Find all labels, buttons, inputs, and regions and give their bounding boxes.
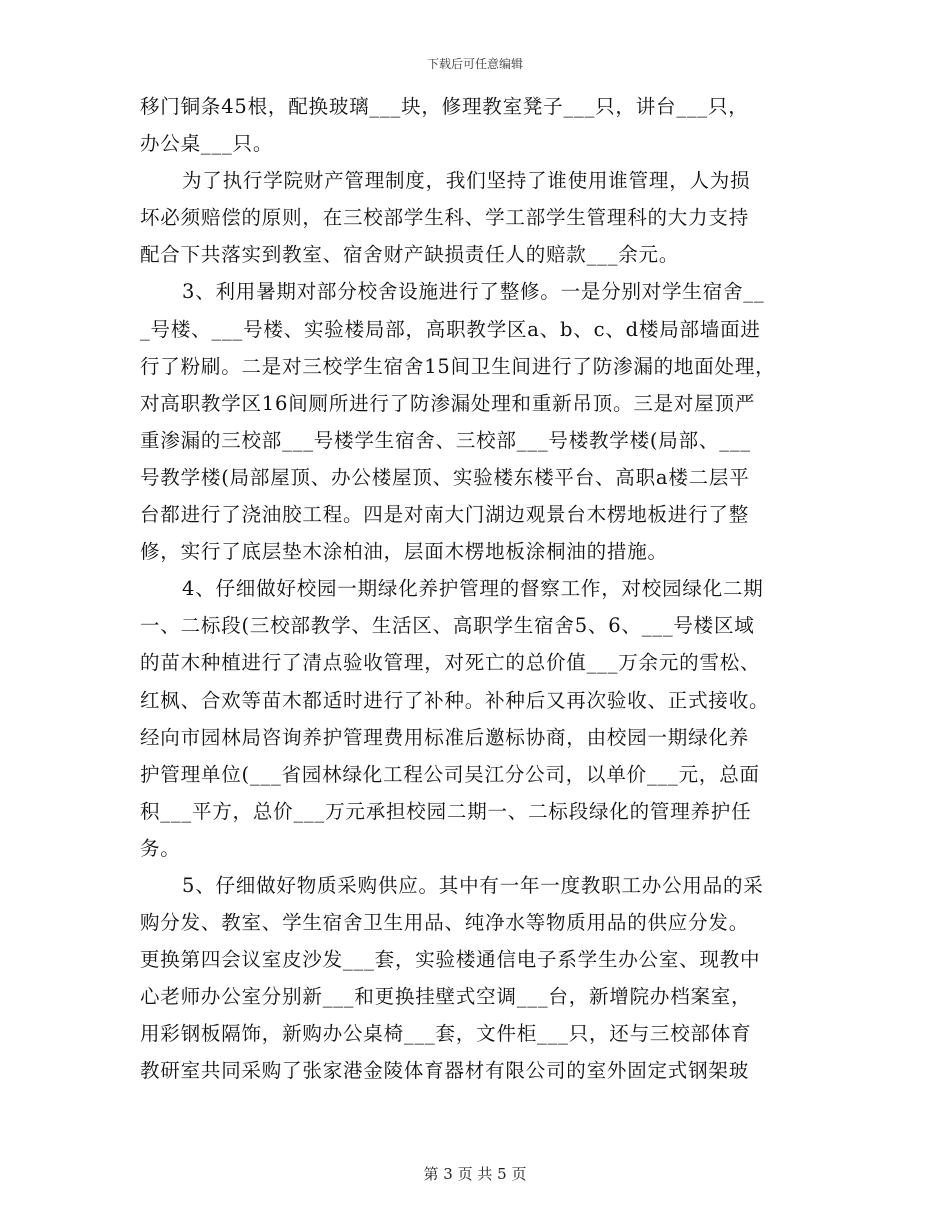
- paragraph-start-line: 为了执行学院财产管理制度，我们坚持了谁使用谁管理，人为损: [182, 169, 751, 193]
- text-line: 购分发、教室、学生宿舍卫生用品、纯净水等物质用品的供应分发。: [140, 911, 750, 935]
- text-line: 坏必须赔偿的原则，在三校部学生科、学工部学生管理科的大力支持: [140, 206, 750, 230]
- text-line: 用彩钢板隔饰，新购办公桌椅___套，文件柜___只，还与三校部体育: [140, 1022, 752, 1046]
- text-line: 一、二标段(三校部教学、生活区、高职学生宿舍5、6、___号楼区域: [140, 614, 755, 638]
- text-line: 护管理单位(___省园林绿化工程公司吴江分公司，以单价___元，总面: [140, 762, 760, 786]
- text-line: 修，实行了底层垫木涂柏油，层面木楞地板涂桐油的措施。: [140, 540, 668, 564]
- text-line: 红枫、合欢等苗木都适时进行了补种。补种后又再次验收、正式接收。: [140, 688, 770, 712]
- page-number: 第 3 页 共 5 页: [423, 1165, 527, 1183]
- text-line: 积___平方，总价___万元承担校园二期一、二标段绿化的管理养护任: [140, 799, 752, 823]
- paragraph-start-line: 5、仔细做好物质采购供应。其中有一年一度教职工办公用品的采: [182, 873, 764, 897]
- text-line: 的苗木种植进行了清点验收管理，对死亡的总价值___万余元的雪松、: [140, 651, 761, 675]
- text-line: _号楼、___号楼、实验楼局部，高职教学区a、b、c、d楼局部墙面进: [140, 317, 761, 341]
- text-line: 经向市园林局咨询养护管理费用标准后邀标协商，由校园一期绿化养: [140, 725, 750, 749]
- document-body: [140, 88, 820, 1090]
- paragraph-start-line: 4、仔细做好校园一期绿化养护管理的督察工作，对校园绿化二期: [182, 577, 764, 601]
- page-header-note: 下载后可任意编辑: [426, 57, 523, 71]
- text-line: 行了粉刷。二是对三校学生宿舍15间卫生间进行了防渗漏的地面处理，: [140, 354, 776, 378]
- paragraph-start-line: 3、利用暑期对部分校舍设施进行了整修。一是分别对学生宿舍__: [182, 280, 765, 304]
- text-line: 重渗漏的三校部___号楼学生宿舍、三校部___号楼教学楼(局部、___: [140, 428, 751, 452]
- text-line: 心老师办公室分别新___和更换挂壁式空调___台，新增院办档案室，: [140, 985, 752, 1009]
- text-line: 对高职教学区16间厕所进行了防渗漏处理和重新吊顶。三是对屋顶严: [140, 391, 756, 415]
- text-line: 台都进行了浇油胶工程。四是对南大门湖边观景台木楞地板进行了整: [140, 503, 750, 527]
- text-line: 更换第四会议室皮沙发___套，实验楼通信电子系学生办公室、现教中: [140, 948, 761, 972]
- text-line: 办公桌___只。: [140, 132, 274, 156]
- text-line: 教研室共同采购了张家港金陵体育器材有限公司的室外固定式钢架玻: [140, 1059, 750, 1083]
- text-line: 务。: [140, 836, 181, 860]
- text-line: 配合下共落实到教室、宿舍财产缺损责任人的赔款___余元。: [140, 243, 680, 267]
- text-line: 号教学楼(局部屋顶、办公楼屋顶、实验楼东楼平台、高职a楼二层平: [140, 465, 750, 489]
- text-line: 移门铜条45根，配换玻璃___块，修理教室凳子___只，讲台___只，: [140, 95, 749, 118]
